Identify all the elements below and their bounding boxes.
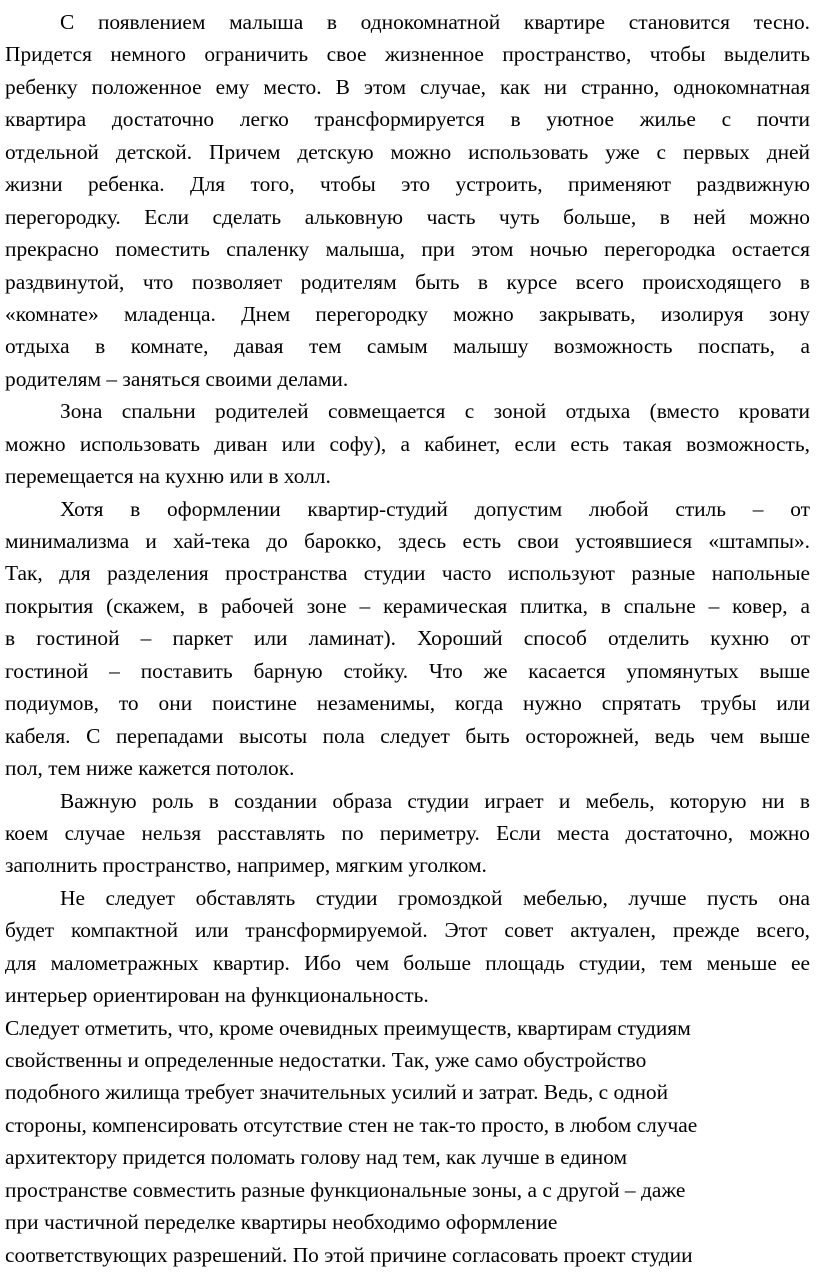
text-line: Не следует обставлять студии громоздкой мебелью, лучше пусть она [60,885,810,910]
text-line: подобного жилища требует значительных усилий и затрат. Ведь, с одной [5,1080,669,1105]
paragraph-4 [5,785,810,882]
text-line: заполнить пространство, например, мягким уголком. [5,853,487,878]
paragraph-2 [5,395,810,492]
text-line: отдыха в комнате, давая тем самым малышу возможность поспать, а [5,334,810,359]
paragraph-3 [5,493,810,785]
text-line: Хотя в оформлении квартир-студий допустим любой стиль – от [60,496,810,521]
text-line: отдельной детской. Причем детскую можно использовать уже с первых дней [5,139,810,164]
text-line: для малометражных квартир. Ибо чем больше площадь студии, тем меньше ее [5,950,810,975]
paragraph-5 [5,882,810,1012]
text-line: Зона спальни родителей совмещается с зоной отдыха (вместо кровати [60,399,810,424]
text-line: подиумов, то они поистине незаменимы, когда нужно спрятать трубы или [5,691,810,716]
text-line: стороны, компенсировать отсутствие стен не так-то просто, в любом случае [5,1112,698,1137]
text-line: перемещается на кухню или в холл. [5,464,331,489]
text-line: Придется немного ограничить свое жизненное пространство, чтобы выделить [5,42,810,67]
text-line: соответствующих разрешений. По этой причине согласовать проект студии [5,1242,693,1267]
text-line: коем случае нельзя расставлять по периметру. Если места достаточно, можно [5,820,810,845]
text-line: Следует отметить, что, кроме очевидных преимуществ, квартирам студиям [5,1015,691,1040]
text-line: минимализма и хай-тека до барокко, здесь есть свои устоявшиеся «штампы». [5,529,810,553]
text-line: можно использовать диван или софу), а кабинет, если есть такая возможность, [5,431,810,456]
text-line: раздвинутой, что позволяет родителям быть в курсе всего происходящего в [5,269,810,294]
text-line: Так, для разделения пространства студии часто используют разные напольные [5,561,810,586]
text-line: жизни ребенка. Для того, чтобы это устроить, применяют раздвижную [5,172,810,197]
text-line: ребенку положенное ему место. В этом случае, как ни странно, однокомнатная [5,74,810,99]
text-line: перегородку. Если сделать альковную часть чуть больше, в ней можно [5,204,810,229]
text-line: квартира достаточно легко трансформируется в уютное жилье с почти [5,107,810,132]
text-line: прекрасно поместить спаленку малыша, при этом ночью перегородка остается [5,237,810,262]
text-line: Важную роль в создании образа студии играет и мебель, которую ни в [60,788,810,813]
paragraph-1 [5,6,810,395]
text-line: пространстве совместить разные функциональные зоны, а с другой – даже [5,1177,686,1202]
text-line: в гостиной – паркет или ламинат). Хороший способ отделить кухню от [5,626,810,651]
text-line: при частичной переделке квартиры необходимо оформление [5,1210,558,1235]
text-line: С появлением малыша в однокомнатной квартире становится тесно. [60,10,810,34]
text-line: покрытия (скажем, в рабочей зоне – керамическая плитка, в спальне – ковер, а [5,593,810,618]
text-line: «комнате» младенца. Днем перегородку можно закрывать, изолируя зону [5,301,810,326]
text-line: гостиной – поставить барную стойку. Что же касается упомянутых выше [5,658,810,683]
text-line: будет компактной или трансформируемой. Этот совет актуален, прежде всего, [5,918,810,943]
paragraph-6 [5,1012,810,1272]
text-line: кабеля. С перепадами высоты пола следует быть осторожней, ведь чем выше [5,723,810,748]
text-line: родителям – заняться своими делами. [5,366,349,391]
text-line: свойственны и определенные недостатки. Так, уже само обустройство [5,1048,647,1072]
text-line: пол, тем ниже кажется потолок. [5,756,295,781]
text-line: архитектору придется поломать голову над тем, как лучше в едином [5,1145,628,1170]
text-line: интерьер ориентирован на функциональность. [5,983,429,1008]
